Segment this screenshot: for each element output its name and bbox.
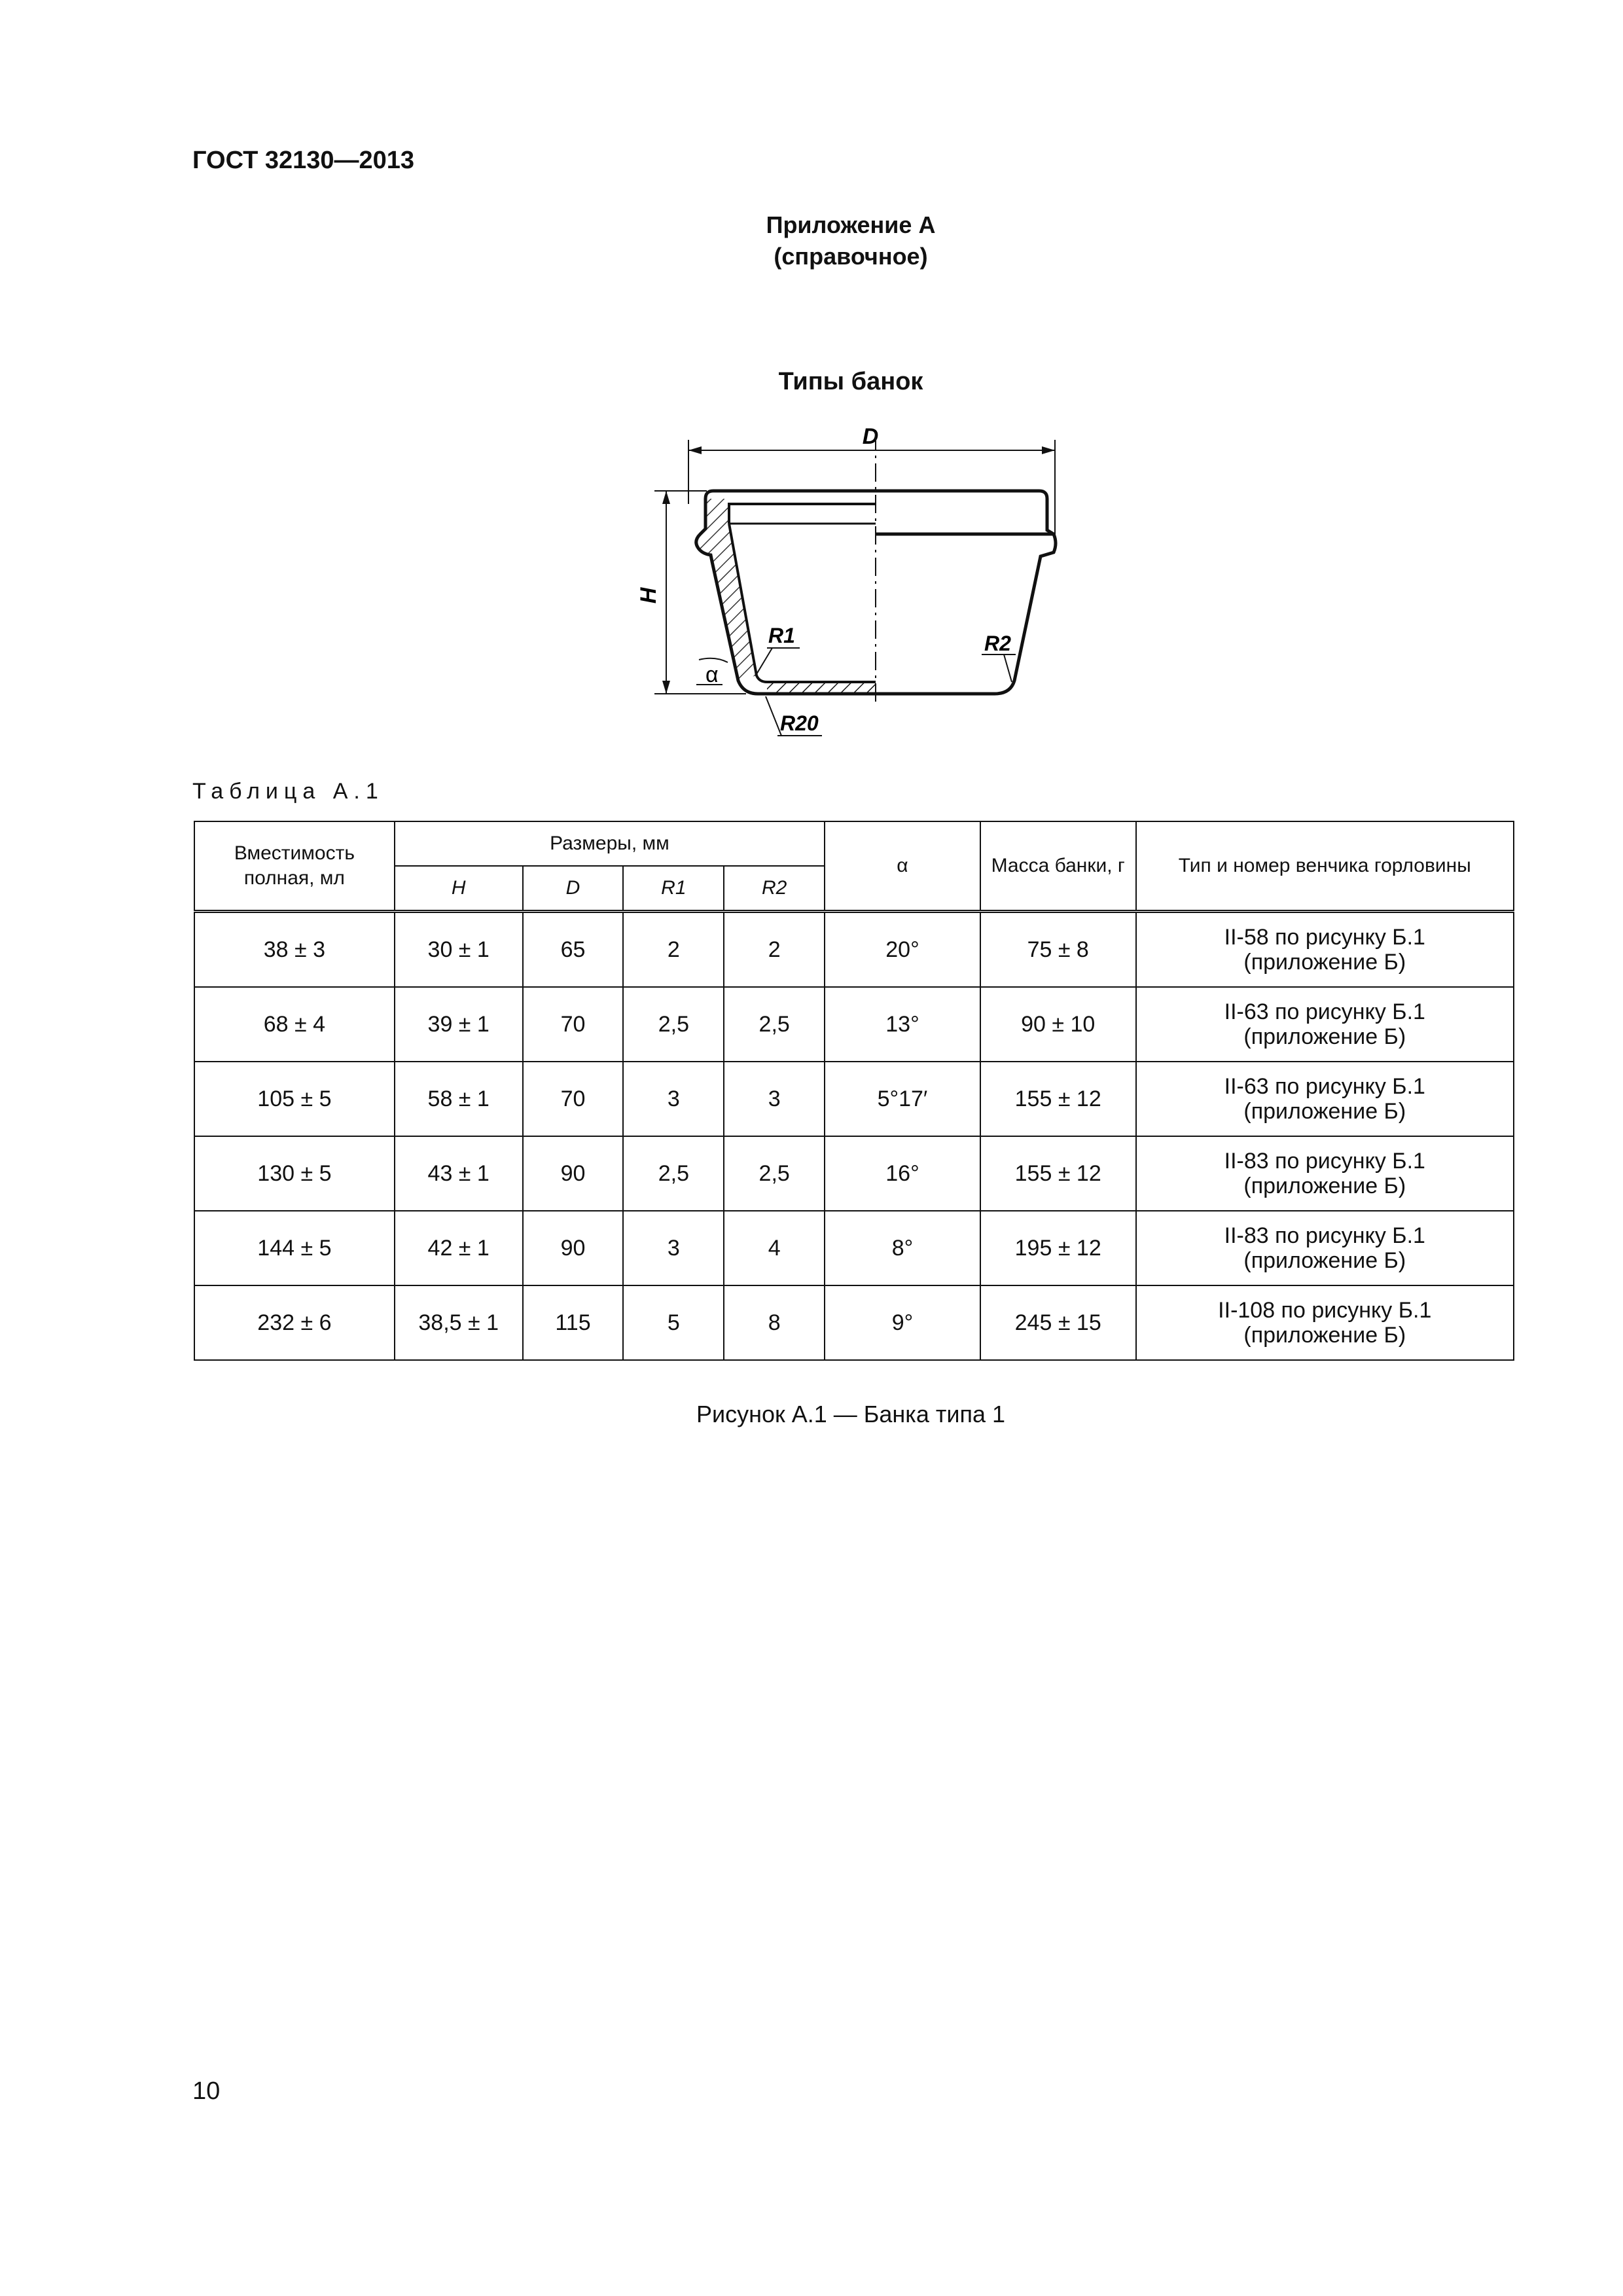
col-capacity: Вместимость полная, мл — [194, 821, 395, 912]
label-h: H — [636, 587, 661, 604]
cell-finish — [1136, 1062, 1514, 1136]
finish-line-2: (приложение Б) — [1243, 1099, 1406, 1124]
cell-r2: 8 — [724, 1285, 825, 1360]
label-d: D — [862, 425, 879, 449]
cell-r2: 4 — [724, 1211, 825, 1285]
cell-d: 70 — [523, 1062, 624, 1136]
cell-d: 90 — [523, 1136, 624, 1211]
finish-line-1: II-83 по рисунку Б.1 — [1224, 1223, 1425, 1248]
annex-subtitle: (справочное) — [774, 243, 928, 270]
cell-finish — [1136, 987, 1514, 1062]
cell-capacity: 105 ± 5 — [194, 1062, 395, 1136]
col-finish: Тип и номер венчика горловины — [1136, 821, 1514, 912]
cell-r1: 2 — [623, 912, 724, 988]
cell-d: 90 — [523, 1211, 624, 1285]
col-mass: Масса банки, г — [980, 821, 1136, 912]
col-dimensions: Размеры, мм — [395, 821, 825, 866]
col-r1: R1 — [623, 866, 724, 912]
cell-d: 115 — [523, 1285, 624, 1360]
cell-r2: 2 — [724, 912, 825, 988]
finish-line-2: (приложение Б) — [1243, 1323, 1406, 1348]
label-r20: R20 — [780, 711, 819, 735]
cell-capacity: 232 ± 6 — [194, 1285, 395, 1360]
cell-mass: 90 ± 10 — [980, 987, 1136, 1062]
cell-finish — [1136, 912, 1514, 988]
cell-finish — [1136, 1285, 1514, 1360]
cell-alpha: 8° — [825, 1211, 980, 1285]
cell-mass: 155 ± 12 — [980, 1062, 1136, 1136]
cell-r1: 3 — [623, 1211, 724, 1285]
cell-r1: 2,5 — [623, 1136, 724, 1211]
cell-capacity: 130 ± 5 — [194, 1136, 395, 1211]
cell-capacity: 38 ± 3 — [194, 912, 395, 988]
cell-h: 39 ± 1 — [395, 987, 523, 1062]
label-r1: R1 — [768, 624, 795, 647]
cell-r2: 3 — [724, 1062, 825, 1136]
page-number: 10 — [192, 2077, 221, 2105]
finish-line-2: (приложение Б) — [1243, 1174, 1406, 1198]
cell-capacity: 68 ± 4 — [194, 987, 395, 1062]
standard-header: ГОСТ 32130—2013 — [192, 147, 415, 174]
figure-caption: Рисунок А.1 — Банка типа 1 — [696, 1401, 1006, 1427]
table-row — [194, 912, 1514, 988]
cell-h: 58 ± 1 — [395, 1062, 523, 1136]
col-h: H — [395, 866, 523, 912]
jar-drawing — [628, 425, 1086, 753]
bottom-section — [767, 682, 876, 694]
cell-alpha: 9° — [825, 1285, 980, 1360]
col-r2: R2 — [724, 866, 825, 912]
finish-line-1: II-58 по рисунку Б.1 — [1224, 925, 1425, 950]
table-row — [194, 1285, 1514, 1360]
cell-finish — [1136, 1211, 1514, 1285]
cell-finish — [1136, 1136, 1514, 1211]
jar-types-table — [194, 821, 1514, 1361]
finish-line-2: (приложение Б) — [1243, 950, 1406, 975]
finish-line-2: (приложение Б) — [1243, 1248, 1406, 1273]
annex-title: Приложение А — [766, 211, 936, 238]
cell-mass: 75 ± 8 — [980, 912, 1136, 988]
cell-r1: 3 — [623, 1062, 724, 1136]
annex-heading — [681, 209, 1021, 272]
cell-h: 38,5 ± 1 — [395, 1285, 523, 1360]
cell-alpha: 16° — [825, 1136, 980, 1211]
table-row — [194, 1062, 1514, 1136]
col-alpha: α — [825, 821, 980, 912]
cell-r2: 2,5 — [724, 987, 825, 1062]
cell-h: 42 ± 1 — [395, 1211, 523, 1285]
table-caption: Таблица А.1 — [192, 779, 384, 804]
cell-r1: 5 — [623, 1285, 724, 1360]
cell-alpha: 20° — [825, 912, 980, 988]
cell-mass: 155 ± 12 — [980, 1136, 1136, 1211]
finish-line-1: II-63 по рисунку Б.1 — [1224, 1074, 1425, 1099]
table-row — [194, 1211, 1514, 1285]
cell-r1: 2,5 — [623, 987, 724, 1062]
cell-r2: 2,5 — [724, 1136, 825, 1211]
cell-d: 65 — [523, 912, 624, 988]
finish-line-1: II-63 по рисунку Б.1 — [1224, 999, 1425, 1024]
table-row — [194, 987, 1514, 1062]
section-title: Типы банок — [778, 368, 923, 395]
label-alpha: α — [705, 662, 719, 687]
table-row — [194, 1136, 1514, 1211]
cell-h: 43 ± 1 — [395, 1136, 523, 1211]
cell-mass: 195 ± 12 — [980, 1211, 1136, 1285]
cell-capacity: 144 ± 5 — [194, 1211, 395, 1285]
label-r2: R2 — [984, 632, 1011, 655]
cell-alpha: 5°17′ — [825, 1062, 980, 1136]
finish-line-2: (приложение Б) — [1243, 1024, 1406, 1049]
col-d: D — [523, 866, 624, 912]
cell-mass: 245 ± 15 — [980, 1285, 1136, 1360]
finish-line-1: II-108 по рисунку Б.1 — [1218, 1298, 1432, 1323]
cell-h: 30 ± 1 — [395, 912, 523, 988]
finish-line-1: II-83 по рисунку Б.1 — [1224, 1149, 1425, 1174]
cell-alpha: 13° — [825, 987, 980, 1062]
cell-d: 70 — [523, 987, 624, 1062]
